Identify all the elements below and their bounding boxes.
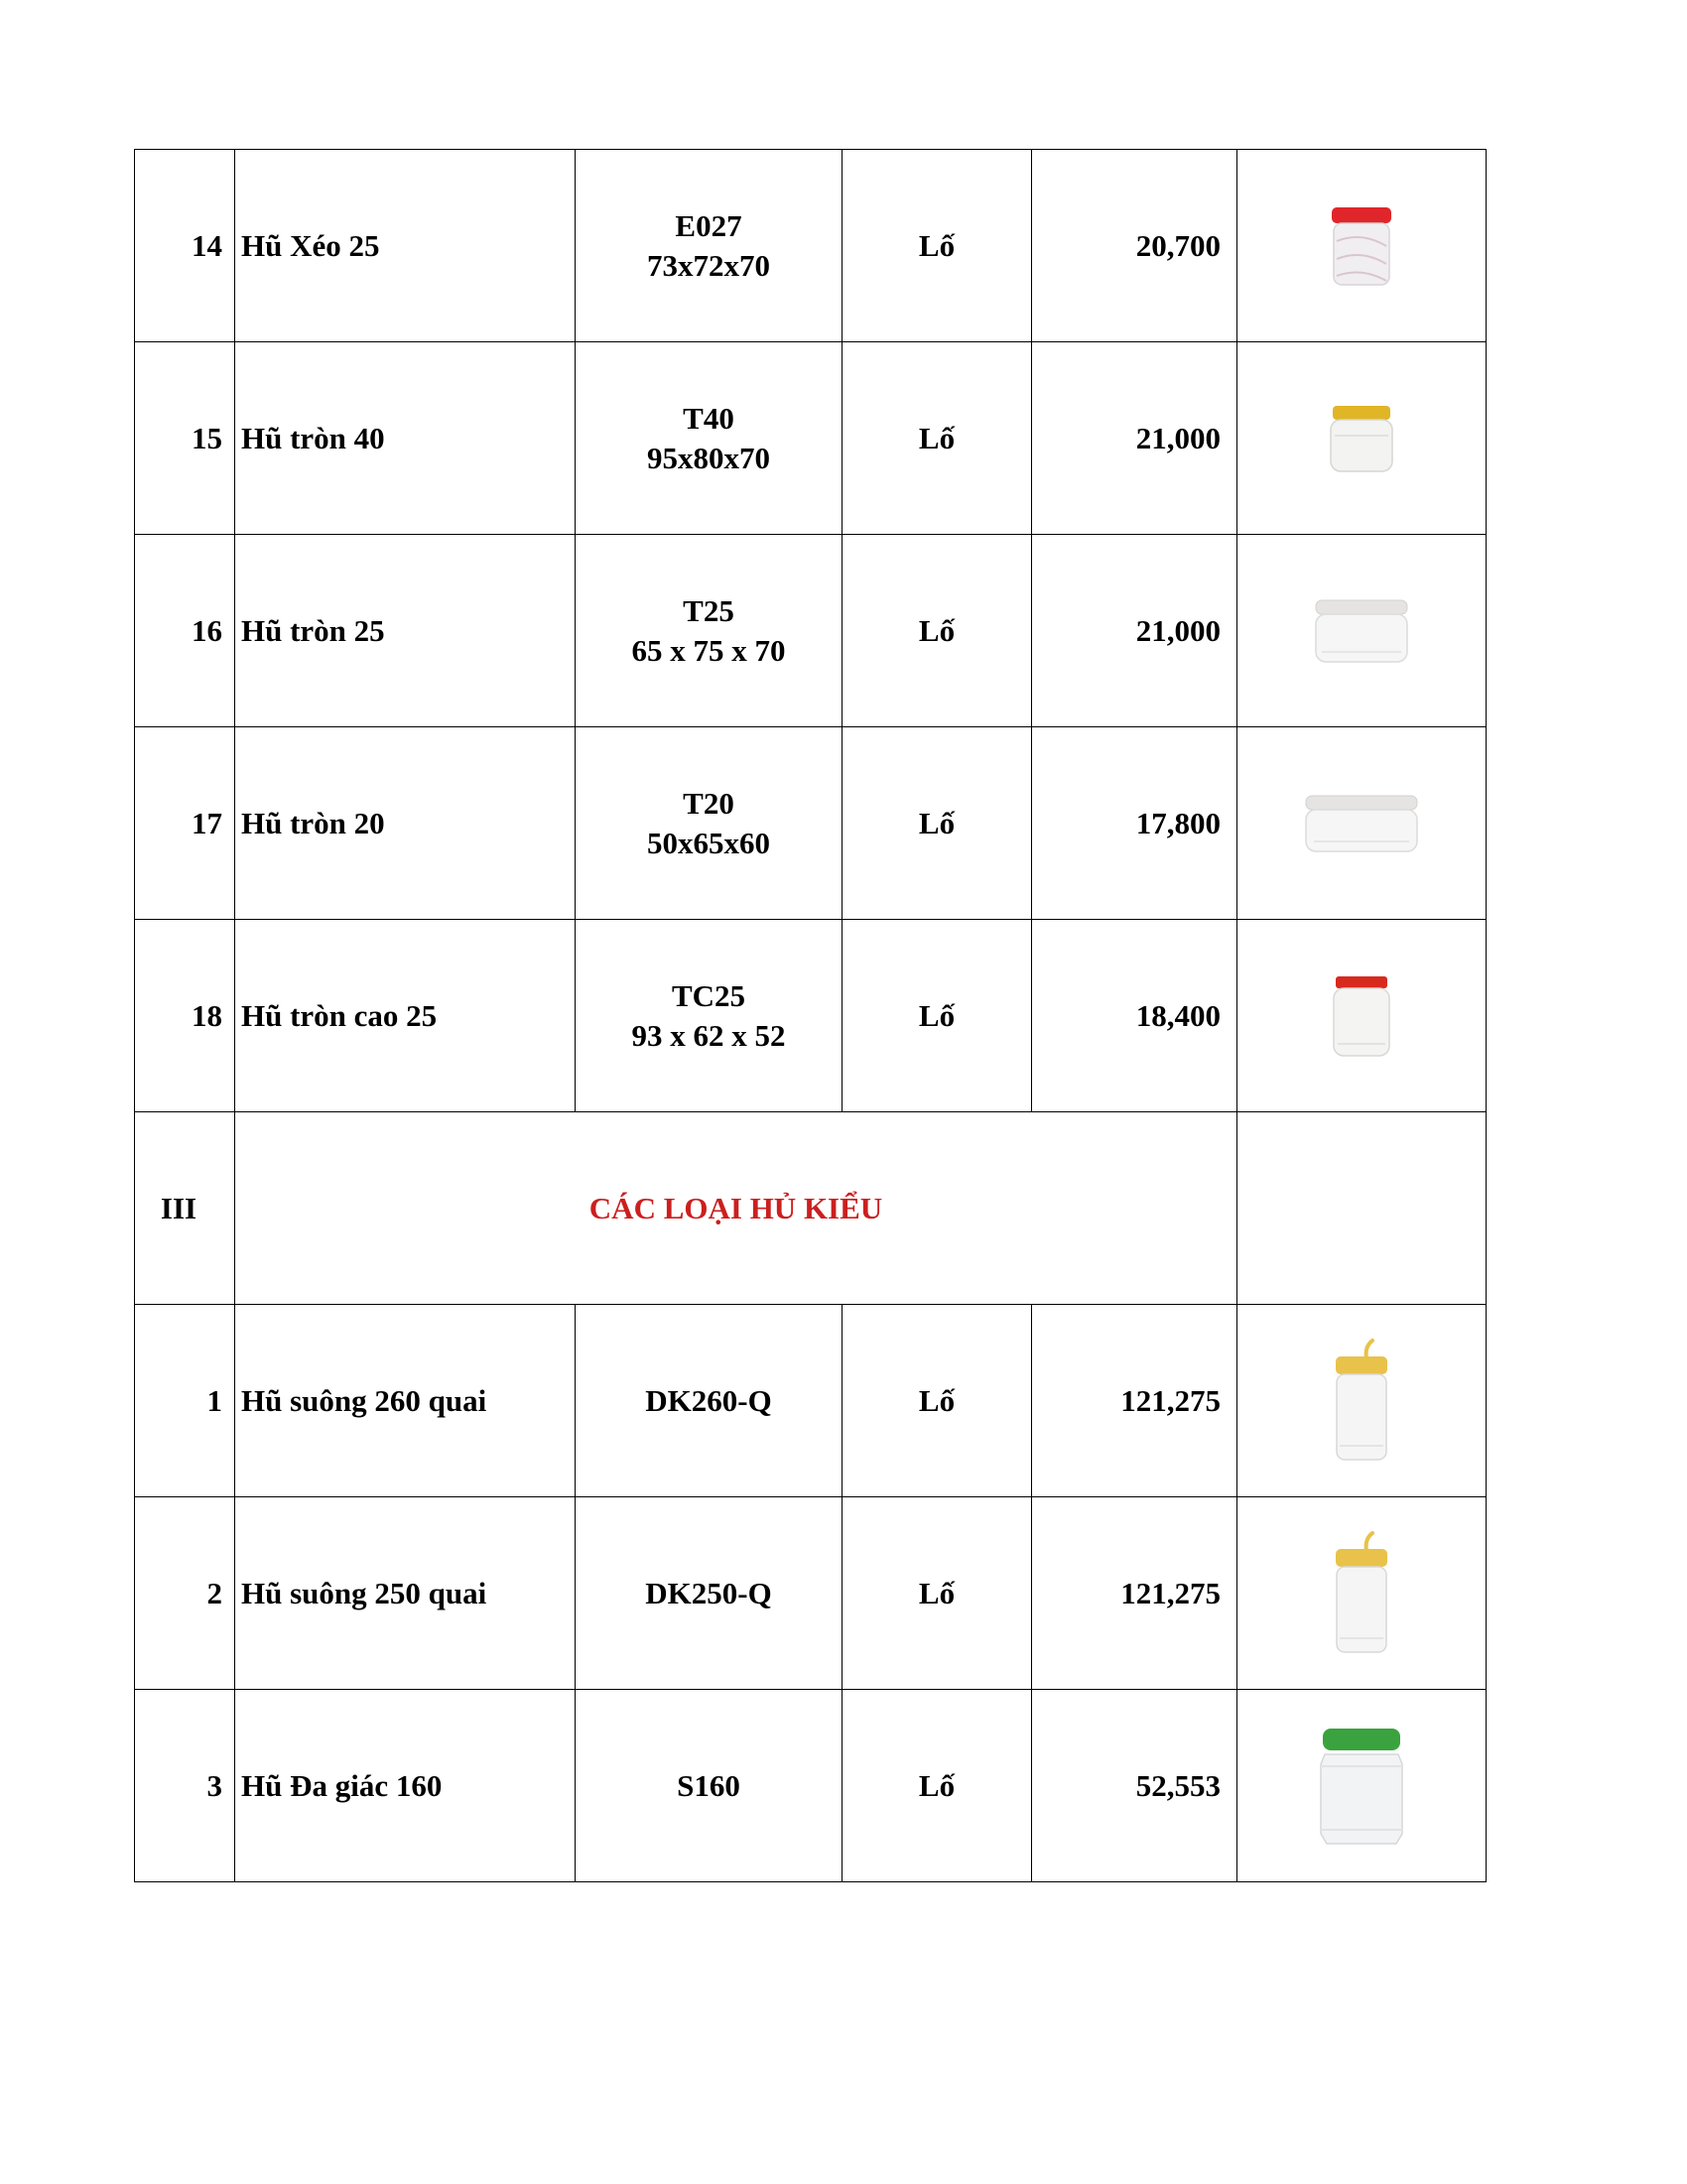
product-image-cell — [1237, 535, 1487, 727]
jar-tall-handle-yellow-lid-icon — [1327, 1337, 1396, 1466]
product-unit: Lố — [843, 727, 1032, 920]
product-code: E027 — [675, 207, 742, 243]
product-price: 52,553 — [1032, 1690, 1237, 1882]
product-code-cell — [576, 150, 843, 342]
product-image-cell — [1237, 150, 1487, 342]
jar-polygon-green-lid-icon — [1317, 1725, 1406, 1848]
price-table — [134, 149, 1487, 1882]
product-image-cell — [1237, 1690, 1487, 1882]
product-image-cell — [1237, 1305, 1487, 1497]
product-unit: Lố — [843, 1690, 1032, 1882]
product-code: DK250-Q — [576, 1497, 843, 1690]
jar-wide-white-lid-icon — [1302, 792, 1421, 855]
product-size: 93 x 62 x 52 — [631, 1017, 786, 1053]
product-name: Hũ Xéo 25 — [235, 150, 576, 342]
row-number: 14 — [135, 150, 235, 342]
product-code: TC25 — [671, 977, 746, 1013]
table-row — [135, 150, 1487, 342]
product-unit: Lố — [843, 150, 1032, 342]
table-row — [135, 1497, 1487, 1690]
product-name: Hũ tròn 20 — [235, 727, 576, 920]
product-code: T40 — [683, 400, 734, 436]
product-code-cell — [576, 920, 843, 1112]
product-code-cell — [576, 342, 843, 535]
jar-red-lid-swirl-icon — [1327, 201, 1396, 291]
product-code: S160 — [576, 1690, 843, 1882]
section-row — [135, 1112, 1487, 1305]
table-row — [135, 1305, 1487, 1497]
product-code: T20 — [683, 785, 734, 821]
product-price: 21,000 — [1032, 342, 1237, 535]
jar-red-lid-icon — [1330, 972, 1393, 1060]
product-price: 20,700 — [1032, 150, 1237, 342]
product-name: Hũ suông 250 quai — [235, 1497, 576, 1690]
row-number: 16 — [135, 535, 235, 727]
product-price: 121,275 — [1032, 1497, 1237, 1690]
product-price: 21,000 — [1032, 535, 1237, 727]
product-image-cell — [1237, 920, 1487, 1112]
product-size: 73x72x70 — [647, 247, 770, 283]
product-unit: Lố — [843, 342, 1032, 535]
product-image-cell — [1237, 727, 1487, 920]
empty-cell — [1237, 1112, 1487, 1305]
jar-tall-handle-yellow-lid-icon — [1327, 1529, 1396, 1658]
product-unit: Lố — [843, 1497, 1032, 1690]
product-size: 65 x 75 x 70 — [631, 632, 786, 668]
row-number: 18 — [135, 920, 235, 1112]
product-image-cell — [1237, 342, 1487, 535]
row-number: 3 — [135, 1690, 235, 1882]
product-name: Hũ Đa giác 160 — [235, 1690, 576, 1882]
product-code: DK260-Q — [576, 1305, 843, 1497]
product-name: Hũ tròn 25 — [235, 535, 576, 727]
product-price: 17,800 — [1032, 727, 1237, 920]
product-size: 95x80x70 — [647, 440, 770, 475]
product-unit: Lố — [843, 920, 1032, 1112]
product-code-cell — [576, 535, 843, 727]
table-row — [135, 535, 1487, 727]
table-row — [135, 727, 1487, 920]
product-price: 121,275 — [1032, 1305, 1237, 1497]
product-code: T25 — [683, 592, 734, 628]
product-name: Hũ tròn cao 25 — [235, 920, 576, 1112]
table-row — [135, 1690, 1487, 1882]
product-unit: Lố — [843, 535, 1032, 727]
row-number: 2 — [135, 1497, 235, 1690]
product-name: Hũ tròn 40 — [235, 342, 576, 535]
product-code-cell — [576, 727, 843, 920]
jar-yellow-lid-icon — [1327, 402, 1396, 475]
product-image-cell — [1237, 1497, 1487, 1690]
row-number: 17 — [135, 727, 235, 920]
jar-wide-white-lid-icon — [1312, 596, 1411, 666]
product-unit: Lố — [843, 1305, 1032, 1497]
row-number: 1 — [135, 1305, 235, 1497]
section-title: CÁC LOẠI HỦ KIỂU — [235, 1112, 1237, 1305]
product-price: 18,400 — [1032, 920, 1237, 1112]
product-size: 50x65x60 — [647, 825, 770, 860]
table-row — [135, 342, 1487, 535]
row-number: 15 — [135, 342, 235, 535]
table-row — [135, 920, 1487, 1112]
section-number: III — [135, 1112, 235, 1305]
product-name: Hũ suông 260 quai — [235, 1305, 576, 1497]
